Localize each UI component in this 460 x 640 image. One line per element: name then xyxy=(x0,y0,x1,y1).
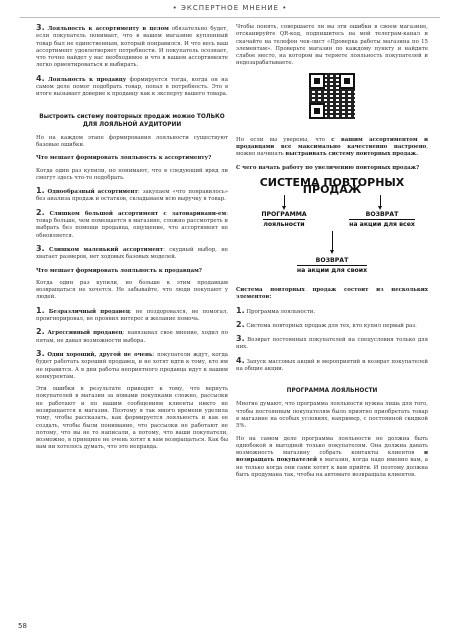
list-item-element-2: 2. Система повторных продаж для тех, кто купил первый раз. xyxy=(236,319,417,329)
section-title-loyal-audience: Выстроить систему повторных продаж можно ТОЛЬКО ДЛЯ ЛОЯЛЬНОЙ АУДИТОРИИ xyxy=(39,113,225,128)
qr-code-icon xyxy=(309,73,355,119)
paragraph-system-elements: Система повторных продаж состоит из нескольких элементов: xyxy=(236,286,428,301)
diagram-node-return-for-all: ВОЗВРАТ на акции для всех xyxy=(349,210,415,228)
question-sellers: Что мешает формировать лояльность к продавцам? xyxy=(36,267,202,274)
page-number: 58 xyxy=(18,622,27,630)
paragraph-loyalty-misconception: Многие думают, что программа лояльности нужна лишь для того, чтобы постоянным покупателям было приятно приобретать товар в магазине на особых условиях, например, с постоянной скидкой 5%. xyxy=(236,401,428,430)
list-item-error-1: 1. Однообразный ассортимент: закупаем «что понравилось» без анализа продаж и остатков, складываем всю выручку в товар. xyxy=(36,186,229,203)
diagram-node-loyalty-program: ПРОГРАММА лояльности xyxy=(261,210,307,228)
diagram-repeat-sales-system xyxy=(236,177,428,281)
arrow-down-icon xyxy=(332,231,333,251)
arrow-down-icon xyxy=(380,195,381,207)
list-item-element-3: 3. Возврат постоянных покупателей на спецусловия только для них. xyxy=(236,334,428,351)
left-column xyxy=(36,24,228,457)
running-header: • ЭКСПЕРТНОЕ МНЕНИЕ • xyxy=(172,4,288,12)
header-divider xyxy=(20,17,440,18)
paragraph-item-3: 3. Лояльность к ассортименту в целом обязательно будет, если покупатель понимает, что в вашем магазине купленный товар был не единственным, который понравился. И что весь ваш ассортимент удовлетворяет потребности. И покупатель осознает, что точно найдет у вас необходимое и что в вашем ассортименте легко ориентироваться и выбирать. xyxy=(36,23,228,69)
right-column xyxy=(236,24,428,484)
question-assortment: Что мешает формировать лояльность к ассортименту? xyxy=(36,155,212,162)
section-title-loyalty-program: ПРОГРАММА ЛОЯЛЬНОСТИ xyxy=(286,388,378,395)
paragraph-loyalty-purpose: Но на самом деле программа лояльности не должна быть однобокой и выгодной только покупателям. Она должна давать возможность магазину собрать контакты клиентов и возвращать покупателей в магазин, когда надо именно вам, а не только когда они сами хотят к вам прийти. И поэтому должна быть продумана так, чтобы на автомате возвращала клиентов. xyxy=(236,435,428,479)
paragraph-conclusion: Эти ошибки в результате приводят к тому, что вернуть покупателей в магазин за новыми покупками сложно, рассылки не работают и по вашим сообщениям клиенты никто не возвращается в магазин. Поэтому я так много времени уделила тому, чтобы рассказать, как формируется лояльность и как ее создать, чтобы были понимание, что рассылки не работают не потому, что вы не то написали, а потому, что ваши покупатели, возможно, в принципе не очень хотят к вам возвращаться. Как бы вам ни хотелось думать, что это неправда. xyxy=(36,386,228,451)
qr-finder-top-left xyxy=(309,73,325,89)
qr-finder-top-right xyxy=(339,73,355,89)
qr-finder-bottom-left xyxy=(309,103,325,119)
paragraph-question-assortment: Когда один раз купили, но понимают, что в следующий вряд ли смогут здесь что-то подобрать. xyxy=(36,167,228,181)
paragraph-item-4: 4. Лояльность к продавцу формируется тогда, когда он на самом деле помог подобрать товар, попал в потребность. Это в итоге вызывает доверие к продавцу как к эксперту вашего товара. xyxy=(36,73,228,98)
diagram-node-return-for-own: ВОЗВРАТ на акции для своих xyxy=(296,256,368,274)
list-item-seller-2: 2. Агрессивный продавец: навязывал свое мнение, ходил по пятам, не давал возможности выбора. xyxy=(36,327,229,344)
paragraph-qr-intro: Чтобы понять, совершаете ли вы эти ошибки в своем магазине, отсканируйте QR-код, подпишитесь на мой телеграм-канал и скачайте на телефон чек-лист «Проверка работы магазина по 15 элементам». Проверьте магазин по каждому пункту и найдите слабое место, на котором вы теряете лояльность покупателей и недозарабатываете. xyxy=(236,24,428,67)
list-item-error-3: 3. Слишком маленький ассортимент: скудный выбор, не хватает размеров, нет ходовых базовых моделей. xyxy=(36,243,228,261)
list-item-element-1: 1. Программа лояльности. xyxy=(236,305,316,315)
list-item-seller-3: 3. Один хороший, другой не очень: покупатели ждут, когда будет работать хороший продавец, и не хотят идти к тому, кто им не нравится. А в дни работы неприятного продавца идут к вашим конкурентам. xyxy=(36,348,229,380)
list-item-seller-1: 1. Безразличный продавец: не поздоровался, не помогал, проигнорировал, не проявил интерес и желание помочь. xyxy=(36,305,228,323)
arrow-down-icon xyxy=(284,195,285,207)
paragraph-if-sure: Но если вы уверены, что с вашим ассортиментом и продавцами все максимально качественно настроено, можно начинать выстраивать систему повторных продаж. xyxy=(236,136,428,158)
list-item-error-2: 2. Слишком большой ассортимент с затоваривани-ем: товар больше, чем помещается в магазине, сложно рассмотреть и выбрать без помощи продавца, ощущение, что ассортимент не обновляется. xyxy=(36,207,228,239)
question-where-to-start: С чего начать работу по увеличению повторных продаж? xyxy=(236,164,420,171)
paragraph-base-errors: Но на каждом этапе формирования лояльности существуют базовые ошибки. xyxy=(36,134,228,148)
paragraph-question-sellers: Когда один раз купили, но больше к этим продавцам возвращаться не хочется. Не забывайте, что люди покупают у людей. xyxy=(36,279,228,301)
diagram-title: СИСТЕМА ПОВТОРНЫХ ПРОДАЖ xyxy=(259,175,405,197)
list-item-element-4: 4. Запуск массовых акций и мероприятий и возврат покупателей на общие акции. xyxy=(236,355,429,373)
